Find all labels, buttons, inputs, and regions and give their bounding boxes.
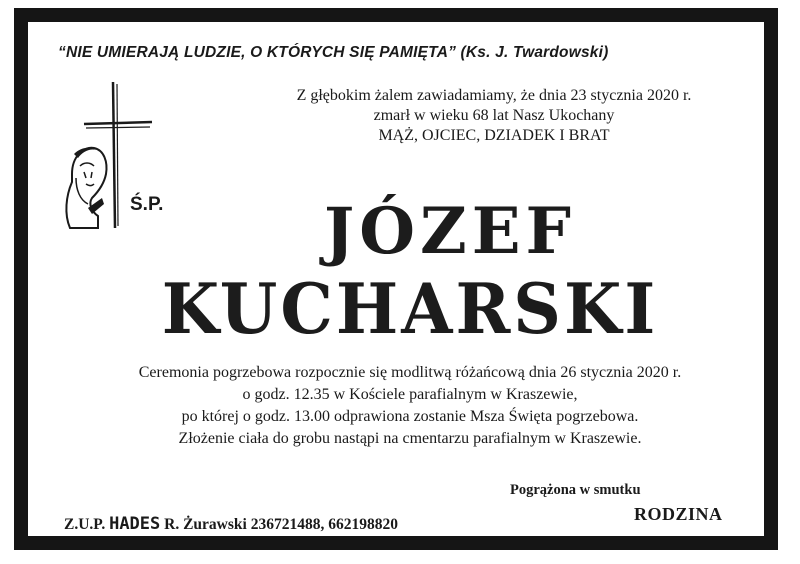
ceremony-details [28, 362, 792, 450]
intro-line-1: Z głębokim żalem zawiadamiamy, że dnia 23 stycznia 2020 r. [296, 87, 692, 104]
footer-contact: R. Żurawski 236721488, 662198820 [164, 516, 398, 533]
ceremony-line-3: po której o godz. 13.00 odprawiona zostanie Msza Święta pogrzebowa. [181, 408, 639, 425]
ceremony-line-1: Ceremonia pogrzebowa rozpocznie się modlitwą różańcową dnia 26 stycznia 2020 r. [138, 364, 682, 381]
obituary-frame [14, 8, 778, 550]
ceremony-line-4: Złożenie ciała do grobu nastąpi na cmentarzu parafialnym w Kraszewie. [178, 430, 642, 447]
memorial-quote: “NIE UMIERAJĄ LUDZIE, O KTÓRYCH SIĘ PAMIĘTA” (Ks. J. Twardowski) [58, 44, 609, 61]
announcement-intro [254, 86, 734, 146]
deceased-first-name: JÓZEF [324, 194, 576, 269]
family-signature: RODZINA [634, 504, 723, 524]
intro-line-2: zmarł w wieku 68 lat Nasz Ukochany [373, 107, 615, 124]
footer-prefix: Z.U.P. [64, 516, 106, 533]
mourning-text: Pogrążona w smutku [510, 482, 641, 498]
sp-label: Ś.P. [130, 194, 164, 215]
intro-line-3: MĄŻ, OJCIEC, DZIADEK I BRAT [378, 127, 610, 144]
deceased-last-name: KUCHARSKI [161, 268, 659, 350]
funeral-home-footer [64, 514, 398, 534]
ceremony-line-2: o godz. 12.35 w Kościele parafialnym w Kraszewie, [242, 386, 578, 403]
funeral-home-brand: HADES [109, 514, 161, 534]
